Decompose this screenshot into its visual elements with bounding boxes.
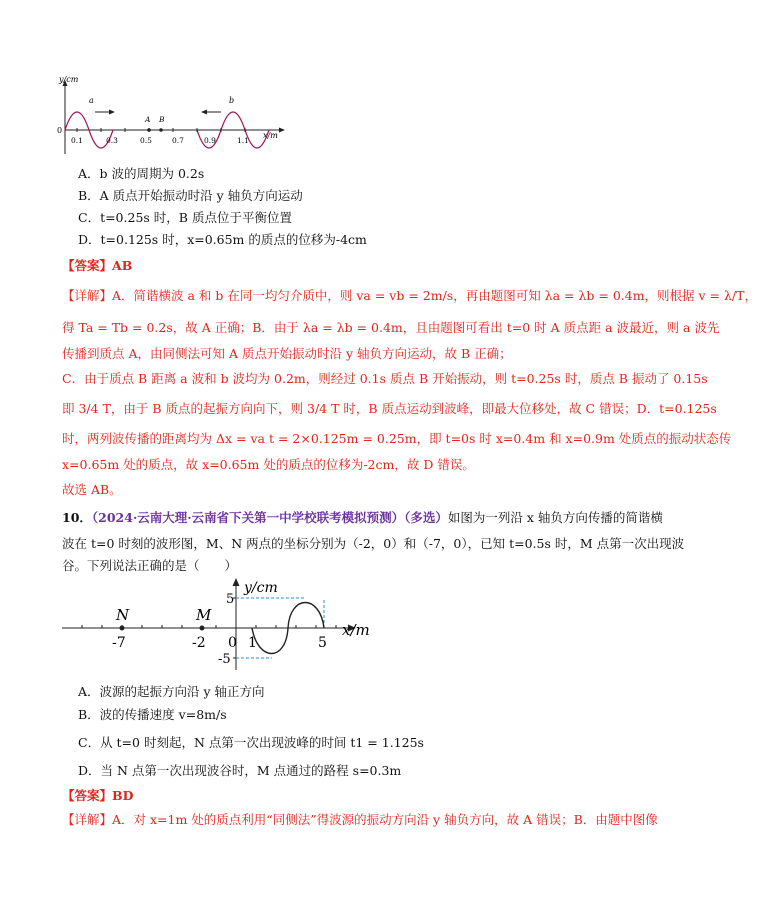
tick-1.1: 1.1	[237, 136, 249, 145]
q9-option-a: A．b 波的周期为 0.2s	[78, 166, 205, 181]
q9-detail-line-4: C．由于质点 B 距离 a 波和 b 波均为 0.2m，则经过 0.1s 质点 B 开始振动，则 t=0.25s 时，质点 B 振动了 0.15s	[62, 371, 708, 386]
point-a-label: A	[145, 115, 151, 124]
point-b-label: B	[159, 115, 165, 124]
q9-detail-line-6: 时，两列波传播的距离均为 Δx = va t = 2×0.125m = 0.25m，即 t=0s 时 x=0.4m 和 x=0.9m 处质点的振动状态传	[62, 431, 732, 446]
y-axis-label: y/cm	[244, 580, 278, 596]
x-tick-neg7: -7	[112, 635, 126, 651]
q10-option-c: C．从 t=0 时刻起，N 点第一次出现波峰的时间 t1 = 1.125s	[78, 735, 424, 750]
origin-label: 0	[57, 126, 63, 135]
tick-0.5: 0.5	[140, 136, 152, 145]
x-tick-1: 1	[248, 635, 257, 651]
point-b-dot	[159, 128, 163, 132]
x-axis-label: x/m	[263, 131, 278, 140]
x-tick-5: 5	[318, 635, 327, 651]
point-m-label: M	[196, 606, 212, 624]
point-a-dot	[147, 128, 151, 132]
q9-option-c: C．t=0.25s 时，B 质点位于平衡位置	[78, 210, 292, 225]
q9-detail-line-7: x=0.65m 处的质点，故 x=0.65m 处的质点的位移为-2cm，故 D 错误。	[62, 457, 475, 472]
q9-detail-line-3: 传播到质点 A，由同侧法可知 A 质点开始振动时沿 y 轴负方向运动，故 B 正确；	[62, 346, 512, 361]
point-n-label: N	[116, 606, 130, 624]
q10-option-d: D．当 N 点第一次出现波谷时，M 点通过的路程 s=0.3m	[78, 763, 402, 778]
q9-detail-line-1: 【详解】A．简谐横波 a 和 b 在同一均匀介质中，则 va = vb = 2m/s，再由题图可知 λa = λb = 0.4m，则根据 v = λ/T，	[62, 288, 757, 303]
q10-detail-line-1: 【详解】A．对 x=1m 处的质点利用“同侧法”得波源的振动方向沿 y 轴负方向，故 A 错误；B．由题中图像	[62, 812, 658, 827]
y-tick-neg5: -5	[218, 652, 231, 667]
tick-0.9: 0.9	[204, 136, 216, 145]
wave-a-label: a	[89, 96, 94, 105]
wave-b-label: b	[229, 96, 235, 105]
x-axis-label: x/m	[342, 621, 370, 639]
figure-wave-mn	[60, 572, 380, 672]
q10-header	[62, 510, 663, 526]
y-tick-5: 5	[226, 592, 235, 607]
q9-detail-line-2: 得 Ta = Tb = 0.2s，故 A 正确；B．由于 λa = λb = 0.4m，且由题图可看出 t=0 时 A 质点距 a 波最近，则 a 波先	[62, 320, 720, 335]
point-m-dot	[200, 626, 205, 631]
q10-answer: 【答案】BD	[62, 788, 134, 803]
q10-stem-line-3: 谷。下列说法正确的是（ ）	[62, 558, 238, 573]
q9-option-b: B．A 质点开始振动时沿 y 轴负方向运动	[78, 188, 303, 203]
tick-0.7: 0.7	[172, 136, 184, 145]
q9-conclusion: 故选 AB。	[62, 482, 122, 497]
q10-stem-line-1: 如图为一列沿 x 轴负方向传播的简谐横	[447, 510, 663, 525]
q10-option-a: A．波源的起振方向沿 y 轴正方向	[78, 684, 265, 699]
q10-stem-line-2: 波在 t=0 时刻的波形图，M、N 两点的坐标分别为（-2，0）和（-7，0），已知 t=0.5s 时，M 点第一次出现波	[62, 536, 685, 551]
point-n-dot	[120, 626, 125, 631]
q9-answer: 【答案】AB	[62, 258, 133, 273]
x-tick-0: 0	[228, 635, 237, 651]
q9-detail-line-5: 即 3/4 T，由于 B 质点的起振方向向下，则 3/4 T 时，B 质点运动到波峰，即最大位移处，故 C 错误；D．t=0.125s	[62, 401, 717, 416]
q10-source: （2024·云南大理·云南省下关第一中学校联考模拟预测）（多选）	[91, 510, 448, 525]
tick-0.1: 0.1	[71, 136, 83, 145]
tick-0.3: 0.3	[106, 136, 118, 145]
figure-two-waves	[55, 70, 295, 160]
q10-number: 10．	[62, 510, 92, 525]
q10-option-b: B．波的传播速度 v=8m/s	[78, 707, 227, 722]
y-axis-label: y/cm	[59, 75, 79, 84]
x-tick-neg2: -2	[192, 635, 206, 651]
q9-option-d: D．t=0.125s 时，x=0.65m 的质点的位移为-4cm	[78, 232, 367, 247]
